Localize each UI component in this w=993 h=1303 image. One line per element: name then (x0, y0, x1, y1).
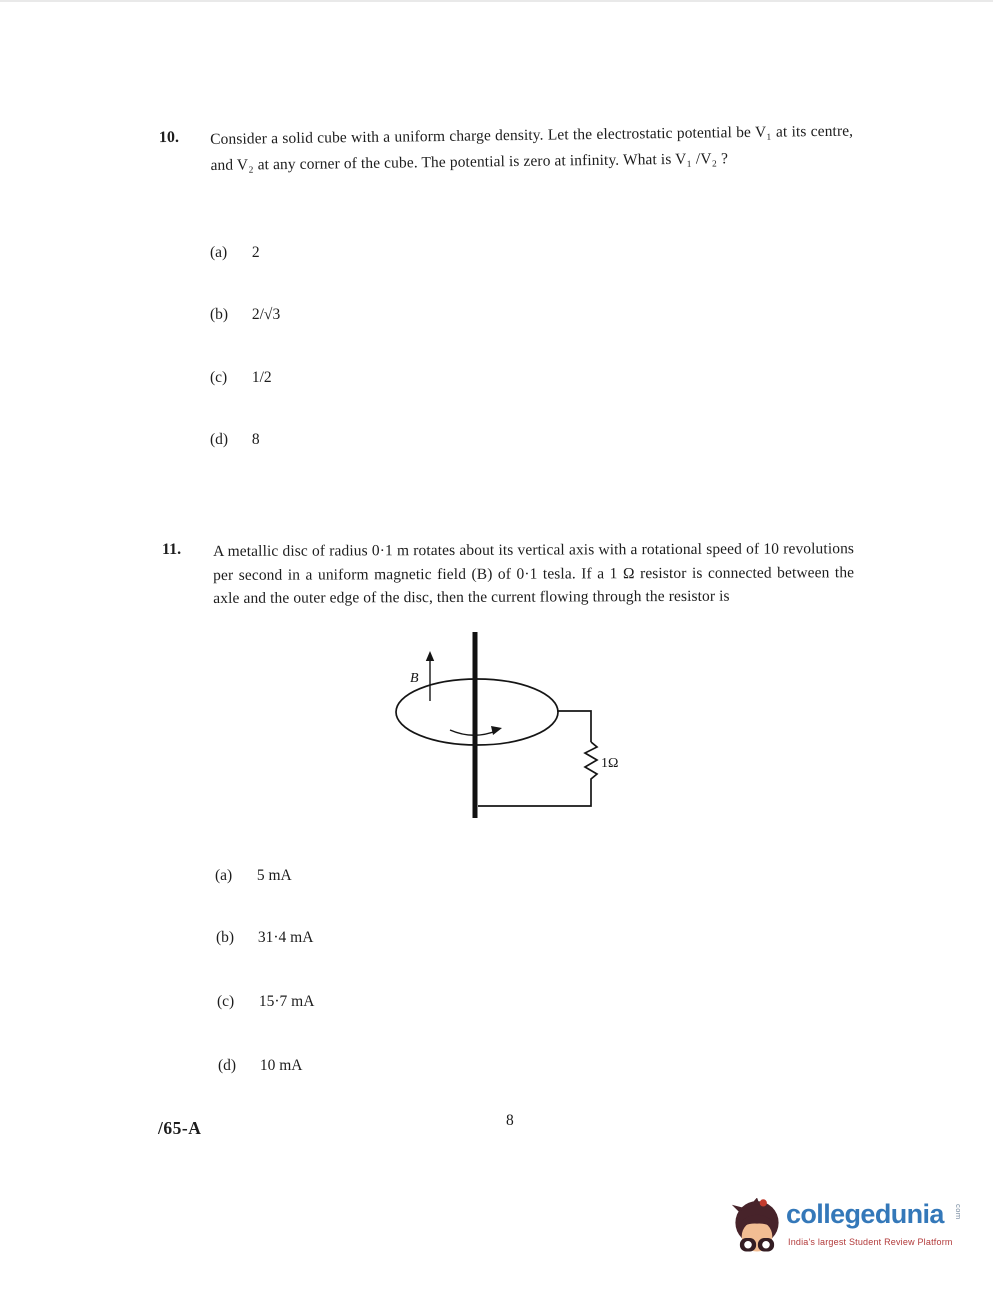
collegedunia-logo (728, 1190, 973, 1268)
question-10-text: Consider a solid cube with a uniform charge density. Let the electrostatic potential be V₁ at its centre, and V₂ at any corner of the cube. The potential is zero at infinity. What is V₁ /V₂ ? (210, 122, 854, 174)
question-11-option-a (215, 867, 292, 885)
option-text: 5 mA (256, 867, 292, 884)
option-text: 2 (251, 244, 260, 261)
rotation-arrowhead-icon (491, 726, 502, 735)
resistor-symbol (585, 742, 597, 784)
question-10-option-a (210, 244, 260, 262)
circuit-wire-top (557, 711, 591, 742)
question-11-figure (375, 618, 655, 828)
option-label: (a) (215, 867, 233, 884)
option-label: (a) (210, 244, 228, 261)
option-text: 2/√3 (251, 306, 281, 323)
option-label: (b) (216, 929, 235, 946)
collegedunia-mascot-icon (730, 1198, 784, 1260)
question-10-option-b (210, 306, 280, 324)
b-field-label: B (410, 671, 419, 686)
option-text: 8 (251, 431, 260, 448)
option-text: 15·7 mA (258, 993, 315, 1010)
option-text: 31·4 mA (257, 929, 314, 946)
option-text: 1/2 (251, 369, 272, 386)
option-label: (c) (217, 993, 235, 1010)
question-10-option-d (210, 431, 260, 449)
b-field-arrowhead-icon (426, 651, 434, 661)
brand-name: collegedunia (786, 1199, 944, 1229)
booklet-code: /65-A (158, 1118, 202, 1138)
circuit-wire-bottom (478, 784, 591, 806)
brand-tld: com (954, 1204, 963, 1220)
question-10-number: 10. (158, 128, 180, 147)
resistor-label: 1Ω (601, 756, 619, 771)
option-label: (b) (210, 306, 229, 323)
question-11-text: A metallic disc of radius 0·1 m rotates about its vertical axis with a rotational speed of 10 revolutions per second in a uniform magnetic field (B) of 0·1 tesla. If a 1 Ω resistor is connected between the axle and the outer edge of the disc, then the current flowing through the resistor is (213, 540, 855, 607)
axle-line (473, 632, 478, 818)
question-11-option-c (217, 993, 314, 1011)
brand-tagline: India's largest Student Review Platform (788, 1237, 953, 1247)
option-label: (d) (218, 1057, 237, 1074)
option-text: 10 mA (259, 1057, 303, 1074)
question-10-option-c (210, 369, 272, 387)
question-11-option-b (216, 929, 313, 947)
option-label: (c) (210, 369, 228, 386)
question-11-option-d (218, 1057, 303, 1075)
option-label: (d) (210, 431, 229, 448)
page-number: 8 (506, 1112, 514, 1129)
question-11-number: 11. (162, 541, 182, 558)
